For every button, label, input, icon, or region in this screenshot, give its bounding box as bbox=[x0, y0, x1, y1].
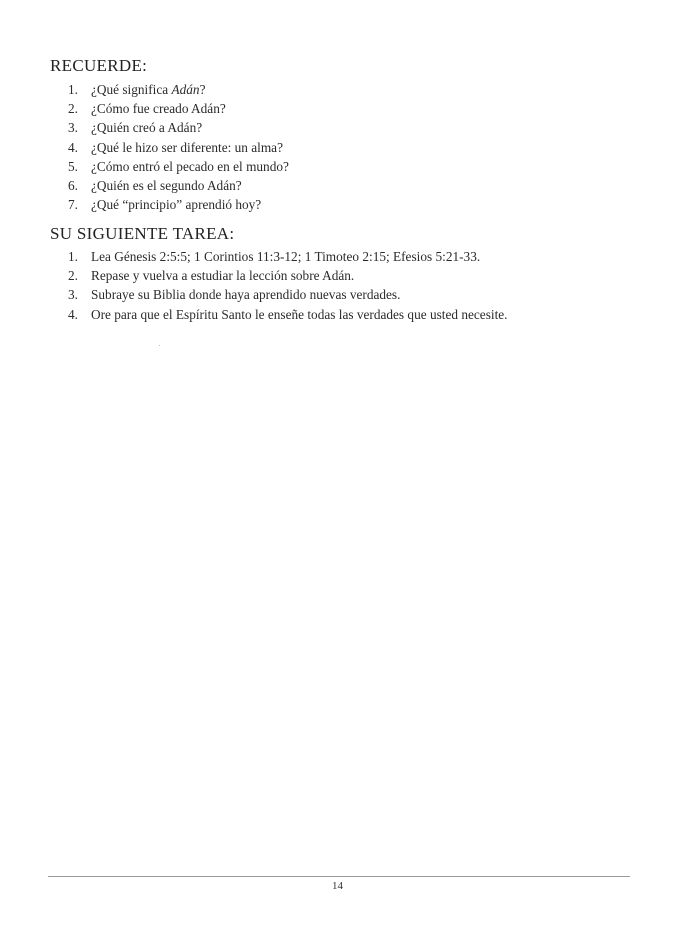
list-item-text: ¿Quién creó a Adán? bbox=[91, 120, 203, 136]
list-item-number: 1. bbox=[68, 82, 78, 97]
list-item-number: 6. bbox=[68, 177, 78, 193]
list-item bbox=[68, 285, 508, 304]
list-item-number: 2. bbox=[68, 101, 78, 117]
recuerde-question-list bbox=[68, 80, 289, 214]
list-item-text: ¿Cómo entró el pecado en el mundo? bbox=[91, 158, 289, 174]
list-item bbox=[68, 138, 289, 157]
list-item bbox=[68, 195, 289, 214]
list-item-text: ¿Cómo fue creado Adán? bbox=[91, 101, 226, 117]
tarea-task-list bbox=[68, 247, 508, 324]
list-item-number: 1. bbox=[68, 249, 78, 264]
list-item-number: 4. bbox=[68, 306, 78, 322]
list-item-text: ¿Qué le hizo ser diferente: un alma? bbox=[91, 139, 283, 155]
list-item-number: 3. bbox=[68, 287, 78, 303]
list-item-text: Repase y vuelva a estudiar la lección sobre Adán. bbox=[91, 268, 355, 284]
list-item-text: Ore para que el Espíritu Santo le enseñe todas las verdades que usted necesite. bbox=[91, 306, 508, 322]
scan-speck bbox=[159, 345, 160, 346]
list-item bbox=[68, 266, 508, 285]
list-item bbox=[68, 80, 289, 99]
footer-divider bbox=[48, 876, 630, 877]
section-heading-recuerde: RECUERDE: bbox=[50, 56, 148, 75]
list-item-number: 5. bbox=[68, 158, 78, 174]
section-heading-tarea: SU SIGUIENTE TAREA: bbox=[50, 224, 235, 243]
list-item bbox=[68, 247, 508, 266]
list-item-number: 2. bbox=[68, 268, 78, 284]
list-item-text: ¿Qué significa Adán? bbox=[91, 82, 206, 97]
italic-term: Adán bbox=[171, 82, 200, 97]
list-item-text: Subraye su Biblia donde haya aprendido nuevas verdades. bbox=[91, 287, 401, 303]
page-number: 14 bbox=[332, 880, 343, 892]
list-item bbox=[68, 176, 289, 195]
list-item-text: Lea Génesis 2:5:5; 1 Corintios 11:3-12; 1 Timoteo 2:15; Efesios 5:21-33. bbox=[91, 249, 481, 264]
list-item-number: 4. bbox=[68, 139, 78, 155]
list-item bbox=[68, 99, 289, 118]
list-item bbox=[68, 118, 289, 137]
list-item bbox=[68, 305, 508, 324]
list-item bbox=[68, 157, 289, 176]
list-item-text: ¿Quién es el segundo Adán? bbox=[91, 177, 242, 193]
list-item-text: ¿Qué “principio” aprendió hoy? bbox=[91, 197, 262, 213]
list-item-number: 7. bbox=[68, 197, 78, 213]
list-item-number: 3. bbox=[68, 120, 78, 136]
